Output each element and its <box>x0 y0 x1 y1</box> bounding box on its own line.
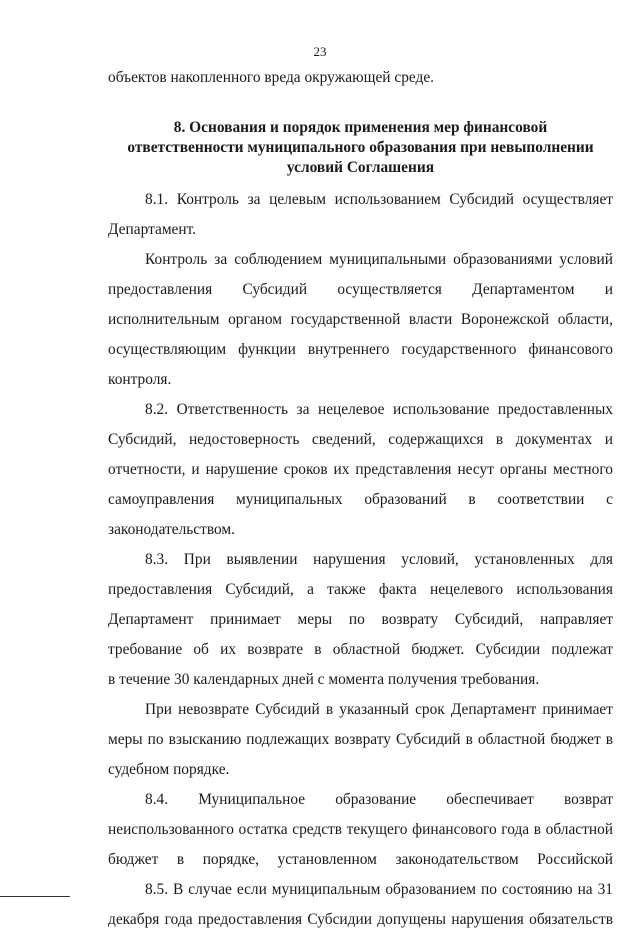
text-line: Департамент принимает меры по возврату Субсидий, направляет <box>108 611 613 628</box>
text-line: 8.4. Муниципальное образование обеспечивает возврат <box>145 791 613 808</box>
text-line: 8.3. При выявлении нарушения условий, установленных для <box>145 551 613 568</box>
text-line: 8.2. Ответственность за нецелевое использование предоставленных <box>145 401 613 418</box>
text-line: законодательством. <box>108 521 236 538</box>
text-line: объектов накопленного вреда окружающей среде. <box>108 69 435 86</box>
page-number: 23 <box>313 44 327 59</box>
heading-line: ответственности муниципального образования при невыполнении <box>127 139 594 156</box>
footnote-rule <box>0 896 70 897</box>
text-line: неиспользованного остатка средств текущего финансового года в областной <box>108 821 613 838</box>
text-line: исполнительным органом государственной власти Воронежской области, <box>108 311 613 328</box>
section-body <box>108 185 613 935</box>
heading-line: 8. Основания и порядок применения мер финансовой <box>173 119 548 136</box>
text-line: самоуправления муниципальных образований в соответствии с <box>108 491 613 508</box>
text-line: в течение 30 календарных дней с момента получения требования. <box>108 671 540 688</box>
text-line: предоставления Субсидий осуществляется Департаментом и <box>108 281 613 298</box>
text-line: бюджет в порядке, установленном законодательством Российской <box>108 851 613 868</box>
text-line: меры по взысканию подлежащих возврату Субсидий в областной бюджет в <box>108 731 613 748</box>
text-line: декабря года предоставления Субсидии допущены нарушения обязательств <box>108 911 613 928</box>
section-heading <box>108 118 613 178</box>
text-line: судебном порядке. <box>108 761 230 778</box>
text-line: 8.1. Контроль за целевым использованием Субсидий осуществляет <box>145 191 613 208</box>
text-line: Субсидий, недостоверность сведений, содержащихся в документах и <box>108 431 613 448</box>
text-line: 8.5. В случае если муниципальным образованием по состоянию на 31 <box>145 881 613 898</box>
text-line: При невозврате Субсидий в указанный срок Департамент принимает <box>145 701 613 718</box>
text-line: отчетности, и нарушение сроков их представления несут органы местного <box>108 461 613 478</box>
text-line: Контроль за соблюдением муниципальными образованиями условий <box>145 251 613 268</box>
text-line: Департамент. <box>108 221 197 238</box>
text-line: контроля. <box>108 371 172 388</box>
text-line: требование об их возврате в областной бюджет. Субсидии подлежат <box>108 641 613 658</box>
text-line: осуществляющим функции внутреннего государственного финансового <box>108 341 613 358</box>
intro-paragraph-end <box>108 63 613 93</box>
heading-line: условий Соглашения <box>286 159 435 176</box>
text-line: предоставления Субсидий, а также факта нецелевого использования <box>108 581 613 598</box>
